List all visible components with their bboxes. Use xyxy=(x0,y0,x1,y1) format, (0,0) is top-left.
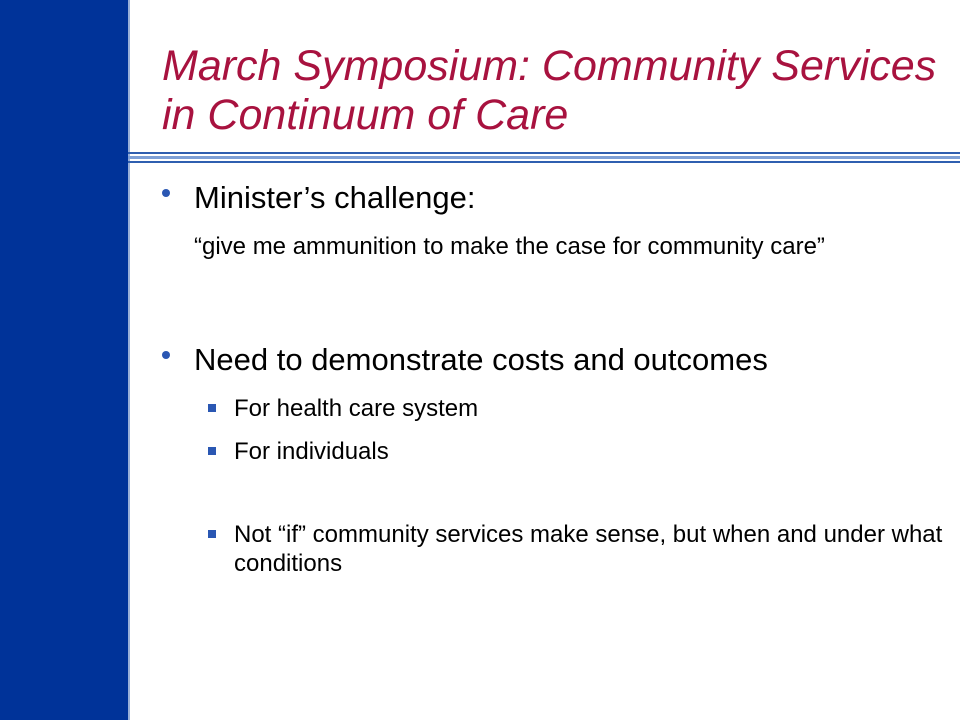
title-divider-line xyxy=(128,156,960,159)
bullet-quote: “give me ammunition to make the case for community care” xyxy=(194,233,825,260)
slide-title: March Symposium: Community Services in Continuum of Care xyxy=(162,42,937,139)
title-divider xyxy=(128,152,960,166)
sub-bullet-text: Not “if” community services make sense, but when and under what conditions xyxy=(234,521,943,577)
left-accent-band xyxy=(0,0,128,720)
title-divider-line xyxy=(128,161,960,163)
square-bullet-icon xyxy=(208,447,216,455)
square-bullet-icon xyxy=(208,530,216,538)
sub-bullet-text: For individuals xyxy=(234,438,389,465)
sub-bullet-text: For health care system xyxy=(234,395,479,422)
bullet-text: Need to demonstrate costs and outcomes xyxy=(194,342,768,377)
bullet-dot-icon xyxy=(162,189,170,197)
square-bullet-icon xyxy=(208,404,216,412)
bullet-text: Minister’s challenge: xyxy=(194,180,476,215)
title-divider-line xyxy=(128,152,960,154)
left-band-edge xyxy=(128,0,130,720)
bullet-dot-icon xyxy=(162,351,170,359)
